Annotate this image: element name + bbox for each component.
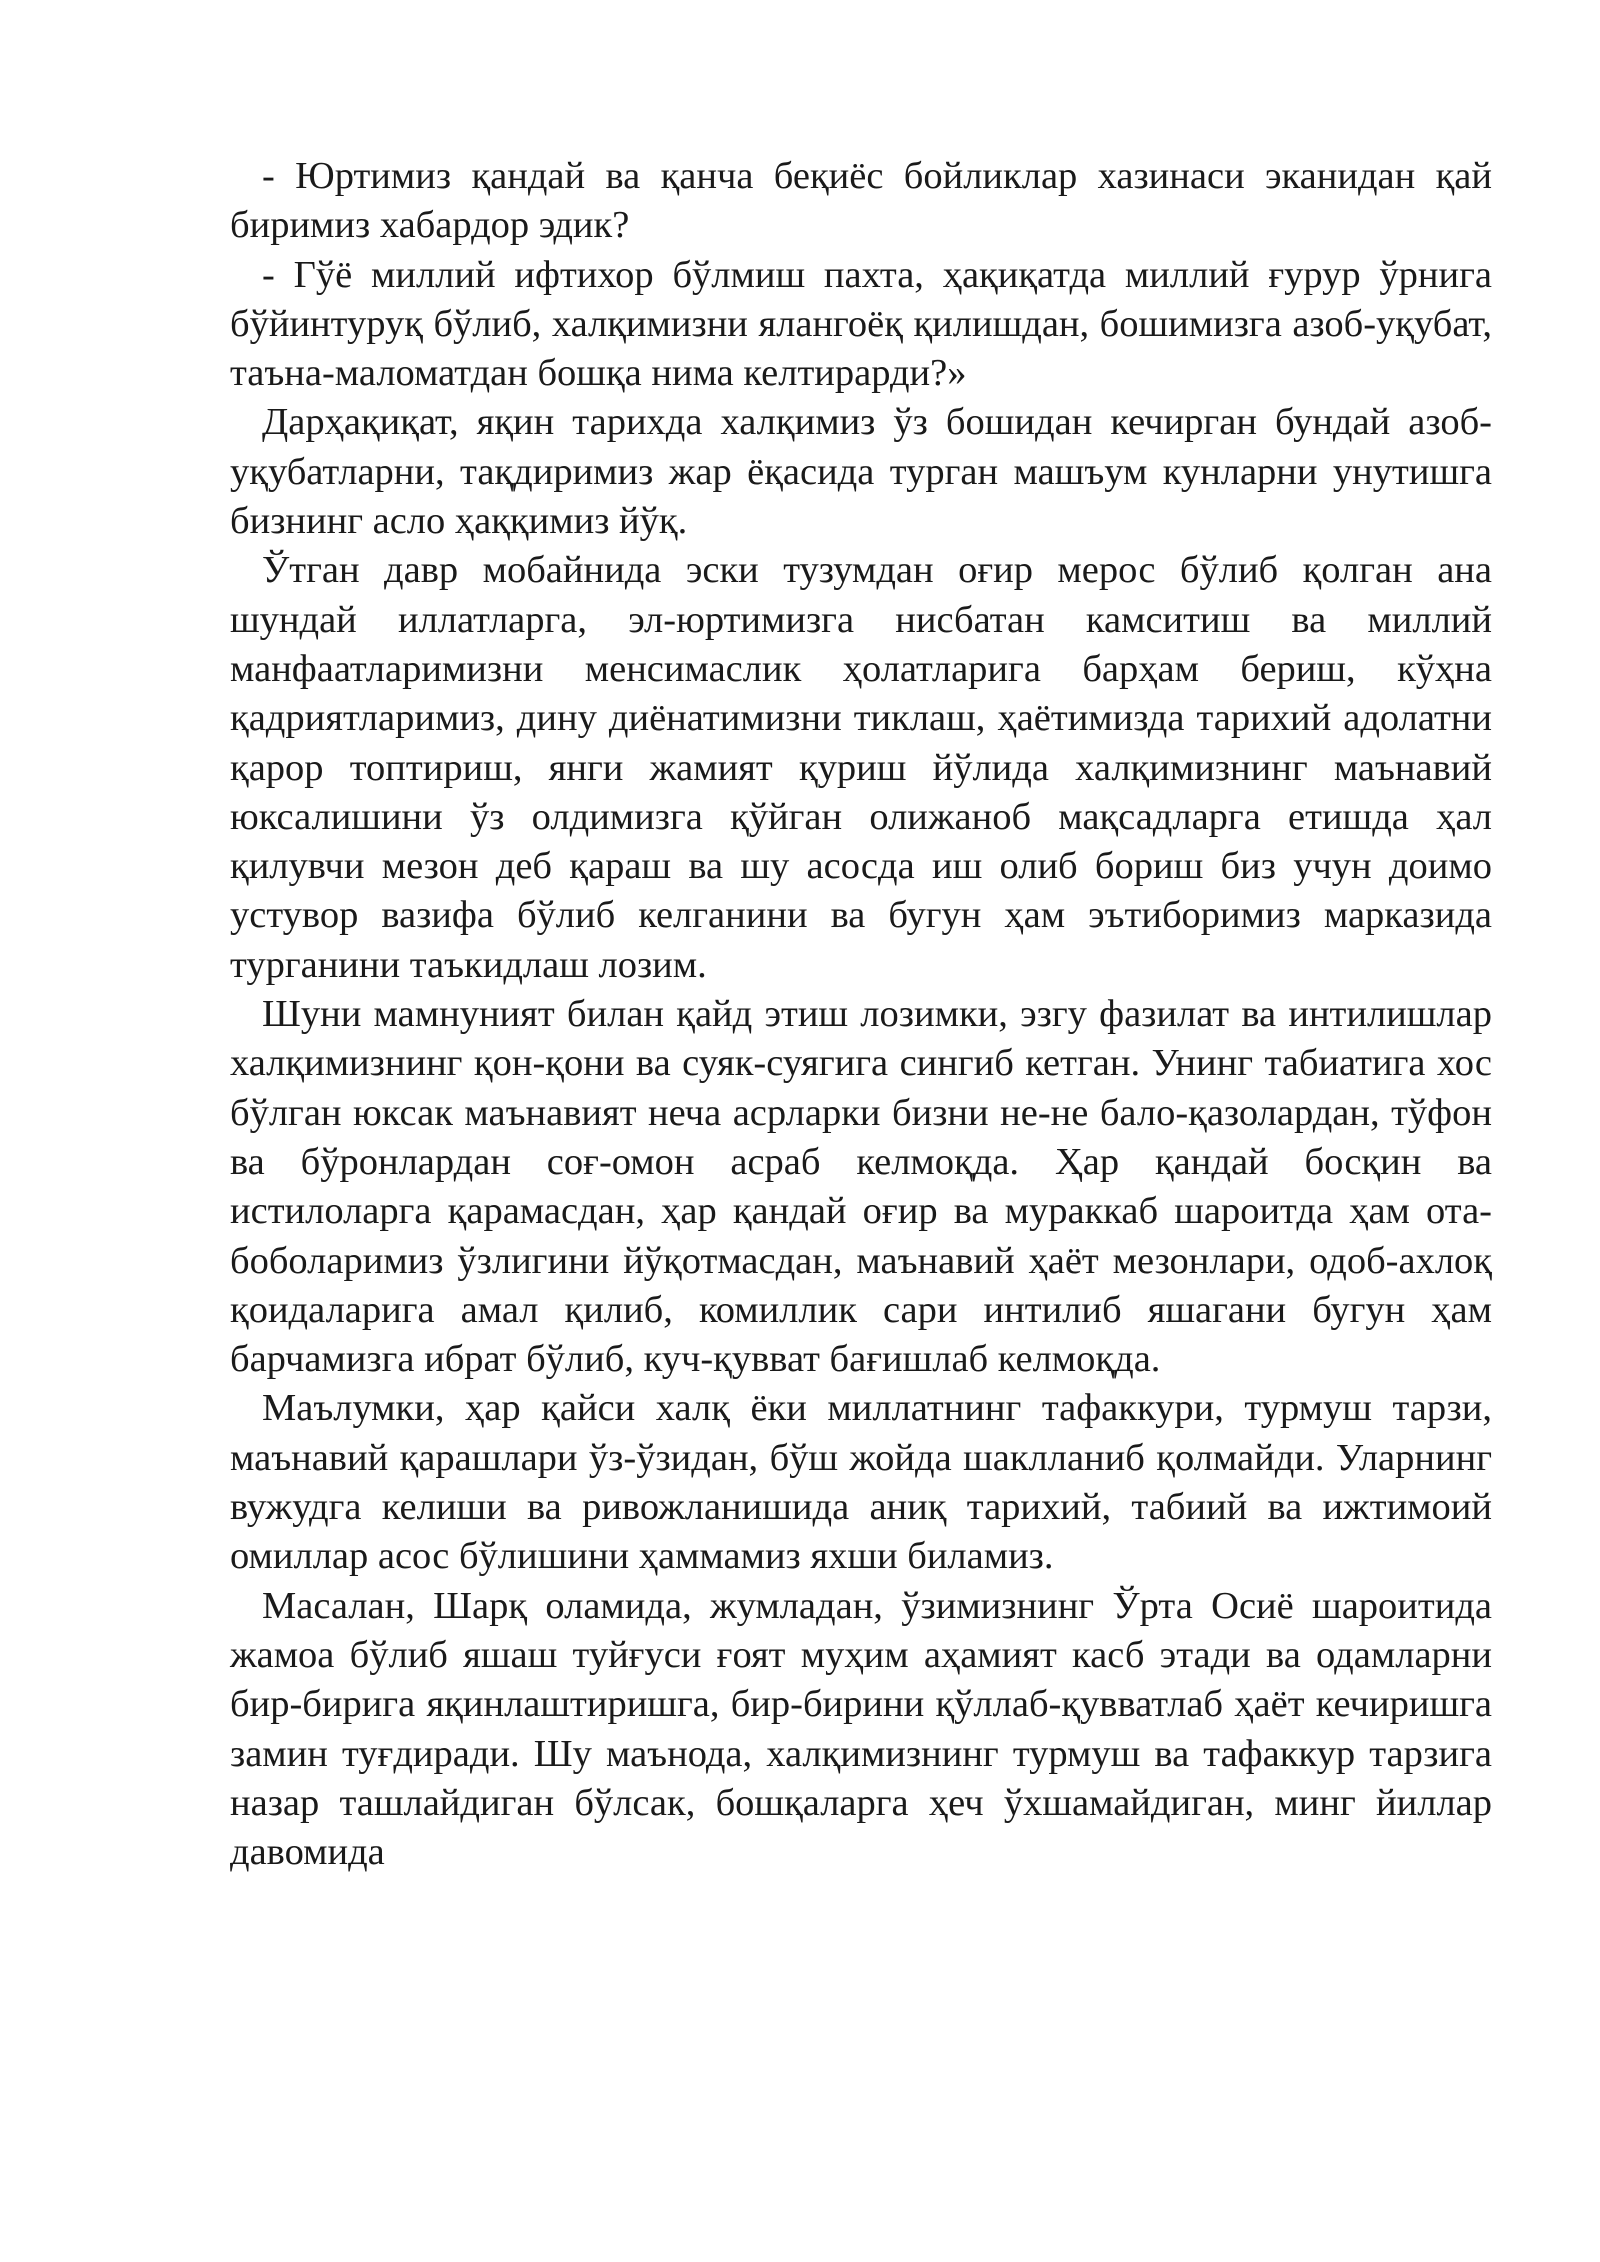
document-body [230, 152, 1492, 1877]
paragraph: Дарҳақиқат, яқин тарихда халқимиз ўз бошидан кечирган бундай азоб-уқубатларни, тақдиримиз жар ёқасида турган машъум кунларни унутишга бизнинг асло ҳаққимиз йўқ. [230, 401, 1492, 543]
paragraph: Масалан, Шарқ оламида, жумладан, ўзимизнинг Ўрта Осиё шароитида жамоа бўлиб яшаш туйғуси ғоят муҳим аҳамият касб этади ва одамларни бир-бирига яқинлаштиришга, бир-бирини қўллаб-қувватлаб ҳаёт кечиришга замин туғдиради. Шу маънода, халқимизнинг турмуш ва тафаккур тарзига назар ташлайдиган бўлсак, бошқаларга ҳеч ўхшамайдиган, минг йиллар давомида [230, 1584, 1492, 1874]
paragraph: Шуни мамнуният билан қайд этиш лозимки, эзгу фазилат ва интилишлар халқимизнинг қон-қони ва суяк-суягига сингиб кетган. Унинг табиатига хос бўлган юксак маънавият неча асрларки бизни не-не бало-қазолардан, тўфон ва бўронлардан соғ-омон асраб келмоқда. Ҳар қандай босқин ва истилоларга қарамасдан, ҳар қандай оғир ва мураккаб шароитда ҳам ота-боболаримиз ўзлигини йўқотмасдан, маънавий ҳаёт мезонлари, одоб-ахлоқ қоидаларига амал қилиб, комиллик сари интилиб яшагани бугун ҳам барчамизга ибрат бўлиб, куч-қувват бағишлаб келмоқда. [230, 993, 1492, 1381]
paragraph: Маълумки, ҳар қайси халқ ёки миллатнинг тафаккури, турмуш тарзи, маънавий қарашлари ўз-ўзидан, бўш жойда шаклланиб қолмайди. Уларнинг вужудга келиши ва ривожланишида аниқ тарихий, табиий ва ижтимоий омиллар асос бўлишини ҳаммамиз яхши биламиз. [230, 1387, 1492, 1578]
paragraph: Ўтган давр мобайнида эски тузумдан оғир мерос бўлиб қолган ана шундай иллатларга, эл-юртимизга нисбатан камситиш ва миллий манфаатларимизни менсимаслик ҳолатларига барҳам бериш, кўҳна қадриятларимиз, дину диёнатимизни тиклаш, ҳаётимизда тарихий адолатни қарор топтириш, янги жамият қуриш йўлида халқимизнинг маънавий юксалишини ўз олдимизга қўйган олижаноб мақсадларга етишда ҳал қилувчи мезон деб қараш ва шу асосда иш олиб бориш биз учун доимо устувор вазифа бўлиб келганини ва бугун ҳам эътиборимиз марказида турганини таъкидлаш лозим. [230, 549, 1492, 986]
paragraph: - Гўё миллий ифтихор бўлмиш пахта, ҳақиқатда миллий ғурур ўрнига бўйинтуруқ бўлиб, халқимизни ялангоёқ қилишдан, бошимизга азоб-уқубат, таъна-маломатдан бошқа нима келтирарди?» [230, 253, 1492, 395]
paragraph: - Юртимиз қандай ва қанча беқиёс бойликлар хазинаси эканидан қай биримиз хабардор эдик? [230, 155, 1492, 247]
